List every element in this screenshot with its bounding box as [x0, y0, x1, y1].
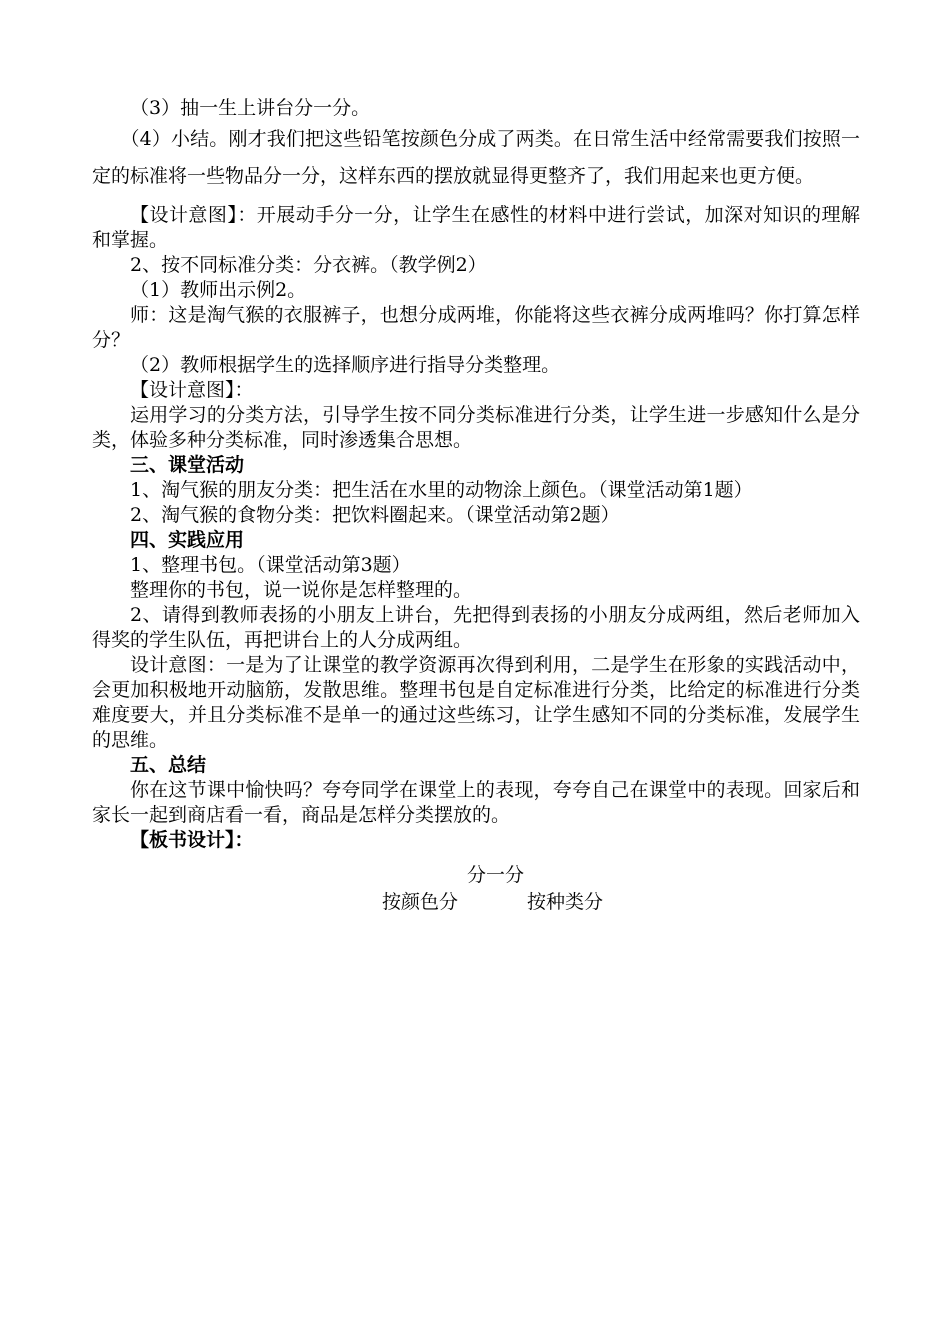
practice-2: 2、请得到教师表扬的小朋友上讲台，先把得到表扬的小朋友分成两组，然后老师加入得奖的学生队伍，再把讲台上的人分成两组。 [92, 604, 860, 651]
heading-practice: 四、实践应用 [130, 529, 245, 551]
board-by-color: 按颜色分 [382, 891, 459, 913]
activity-1: 1、淘气猴的朋友分类：把生活在水里的动物涂上颜色。（课堂活动第1题） [130, 479, 753, 501]
board-title: 分一分 [467, 864, 525, 886]
practice-1-detail: 整理你的书包，说一说你是怎样整理的。 [130, 579, 473, 601]
teacher-question: 师：这是淘气猴的衣服裤子，也想分成两堆，你能将这些衣裤分成两堆吗？你打算怎样分？ [92, 304, 860, 351]
design-intent-2: 运用学习的分类方法，引导学生按不同分类标准进行分类，让学生进一步感知什么是分类，体验多种分类标准，同时渗透集合思想。 [92, 404, 860, 451]
step-3-text: （3）抽一生上讲台分一分。 [130, 97, 371, 119]
step-2-text: （2）教师根据学生的选择顺序进行指导分类整理。 [130, 354, 561, 376]
heading-summary: 五、总结 [130, 754, 207, 776]
design-intent-1: 【设计意图】：开展动手分一分，让学生在感性的材料中进行尝试，加深对知识的理解和掌握。 [92, 204, 860, 251]
section-2-heading: 2、按不同标准分类：分衣裤。（教学例2） [130, 254, 487, 276]
heading-classroom-activity: 三、课堂活动 [130, 454, 245, 476]
summary-text: 你在这节课中愉快吗？夸夸同学在课堂上的表现，夸夸自己在课堂中的表现。回家后和家长一起到商店看一看，商品是怎样分类摆放的。 [92, 779, 860, 826]
practice-1: 1、整理书包。（课堂活动第3题） [130, 554, 411, 576]
board-design [92, 863, 860, 943]
activity-2: 2、淘气猴的食物分类：把饮料圈起来。（课堂活动第2题） [130, 504, 620, 526]
design-intent-3: 设计意图：一是为了让课堂的教学资源再次得到利用，二是学生在形象的实践活动中，会更加积极地开动脑筋，发散思维。整理书包是自定标准进行分类，比给定的标准进行分类难度要大，并且分类标准不是单一的通过这些练习，让学生感知不同的分类标准，发展学生的思维。 [92, 654, 860, 751]
board-by-type: 按种类分 [527, 891, 604, 913]
board-design-heading: 【板书设计】： [130, 829, 254, 851]
document-page [92, 96, 860, 943]
design-intent-label: 【设计意图】： [130, 379, 254, 401]
step-4-summary: （4）小结。刚才我们把这些铅笔按颜色分成了两类。在日常生活中经常需要我们按照一定的标准将一些物品分一分，这样东西的摆放就显得更整齐了，我们用起来也更方便。 [92, 128, 860, 187]
step-1-text: （1）教师出示例2。 [130, 279, 307, 301]
